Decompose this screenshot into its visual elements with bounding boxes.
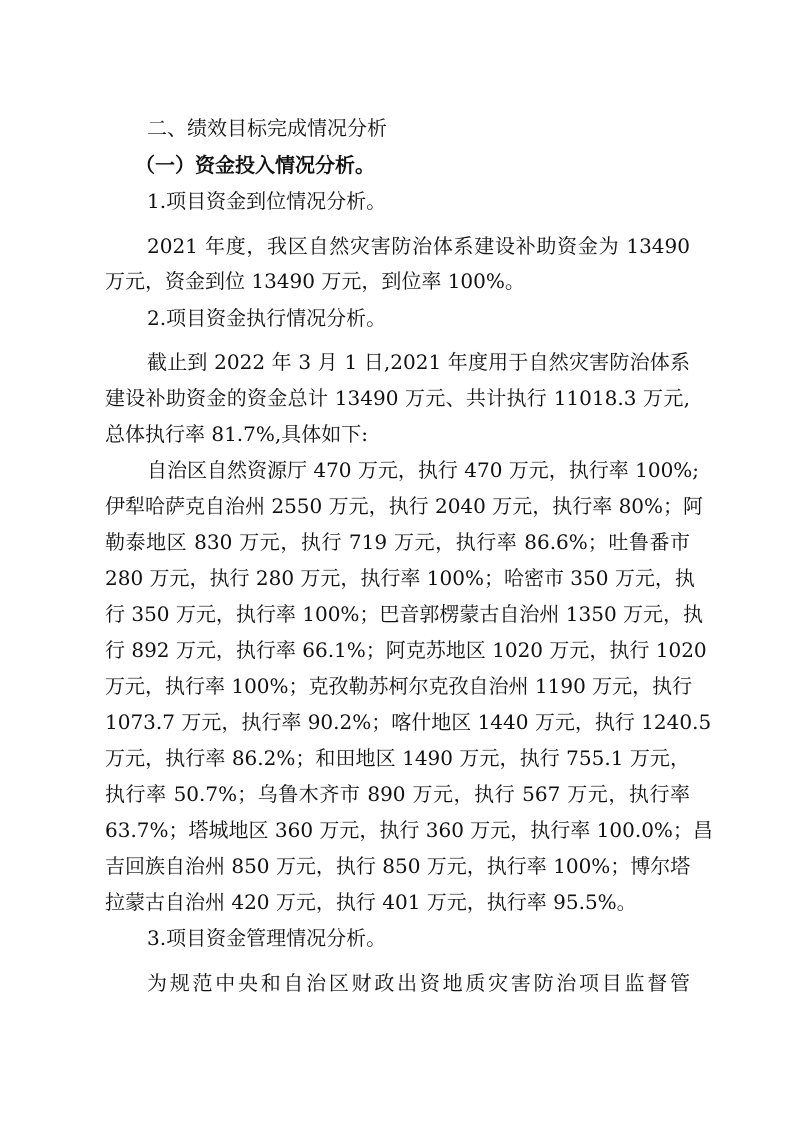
paragraph-line: 万元，资金到位 13490 万元，到位率 100%。	[105, 269, 525, 293]
subsection-heading: （一）资金投入情况分析。	[135, 153, 375, 177]
section-heading: 二、绩效目标完成情况分析	[147, 116, 387, 140]
paragraph-line: 拉蒙古自治州 420 万元，执行 401 万元，执行率 95.5%。	[105, 890, 637, 914]
paragraph-line: 行 892 万元，执行率 66.1%；阿克苏地区 1020 万元，执行 1020	[105, 638, 707, 662]
paragraph-line: 执行率 50.7%；乌鲁木齐市 890 万元，执行 567 万元，执行率	[105, 782, 690, 806]
paragraph-line: 总体执行率 81.7%,具体如下:	[105, 422, 368, 446]
paragraph-line: 1.项目资金到位情况分析。	[147, 189, 387, 213]
paragraph-line: 万元，执行率 86.2%；和田地区 1490 万元，执行 755.1 万元，	[105, 746, 690, 770]
paragraph-line: 勒泰地区 830 万元，执行 719 万元，执行率 86.6%；吐鲁番市	[105, 530, 690, 554]
paragraph-line: 建设补助资金的资金总计 13490 万元、共计执行 11018.3 万元,	[105, 386, 690, 410]
paragraph-line: 1073.7 万元，执行率 90.2%；喀什地区 1440 万元，执行 1240.5	[105, 710, 712, 734]
paragraph-line: 为规范中央和自治区财政出资地质灾害防治项目监督管	[147, 971, 690, 995]
paragraph-line: 2021 年度，我区自然灾害防治体系建设补助资金为 13490	[147, 234, 690, 258]
paragraph-line: 2.项目资金执行情况分析。	[147, 306, 387, 330]
paragraph-line: 3.项目资金管理情况分析。	[147, 926, 387, 950]
paragraph-line: 280 万元，执行 280 万元，执行率 100%；哈密市 350 万元，执	[105, 566, 695, 590]
paragraph-line: 伊犁哈萨克自治州 2550 万元，执行 2040 万元，执行率 80%；阿	[105, 494, 704, 518]
paragraph-line: 万元，执行率 100%；克孜勒苏柯尔克孜自治州 1190 万元，执行	[105, 674, 693, 698]
paragraph-line: 63.7%；塔城地区 360 万元，执行 360 万元，执行率 100.0%；昌	[105, 818, 713, 842]
paragraph-line: 吉回族自治州 850 万元，执行 850 万元，执行率 100%；博尔塔	[105, 854, 691, 878]
paragraph-line: 自治区自然资源厅 470 万元，执行 470 万元，执行率 100%;	[147, 458, 700, 482]
paragraph-line: 行 350 万元，执行率 100%；巴音郭楞蒙古自治州 1350 万元，执	[105, 602, 704, 626]
paragraph-line: 截止到 2022 年 3 月 1 日,2021 年度用于自然灾害防治体系	[147, 350, 690, 374]
